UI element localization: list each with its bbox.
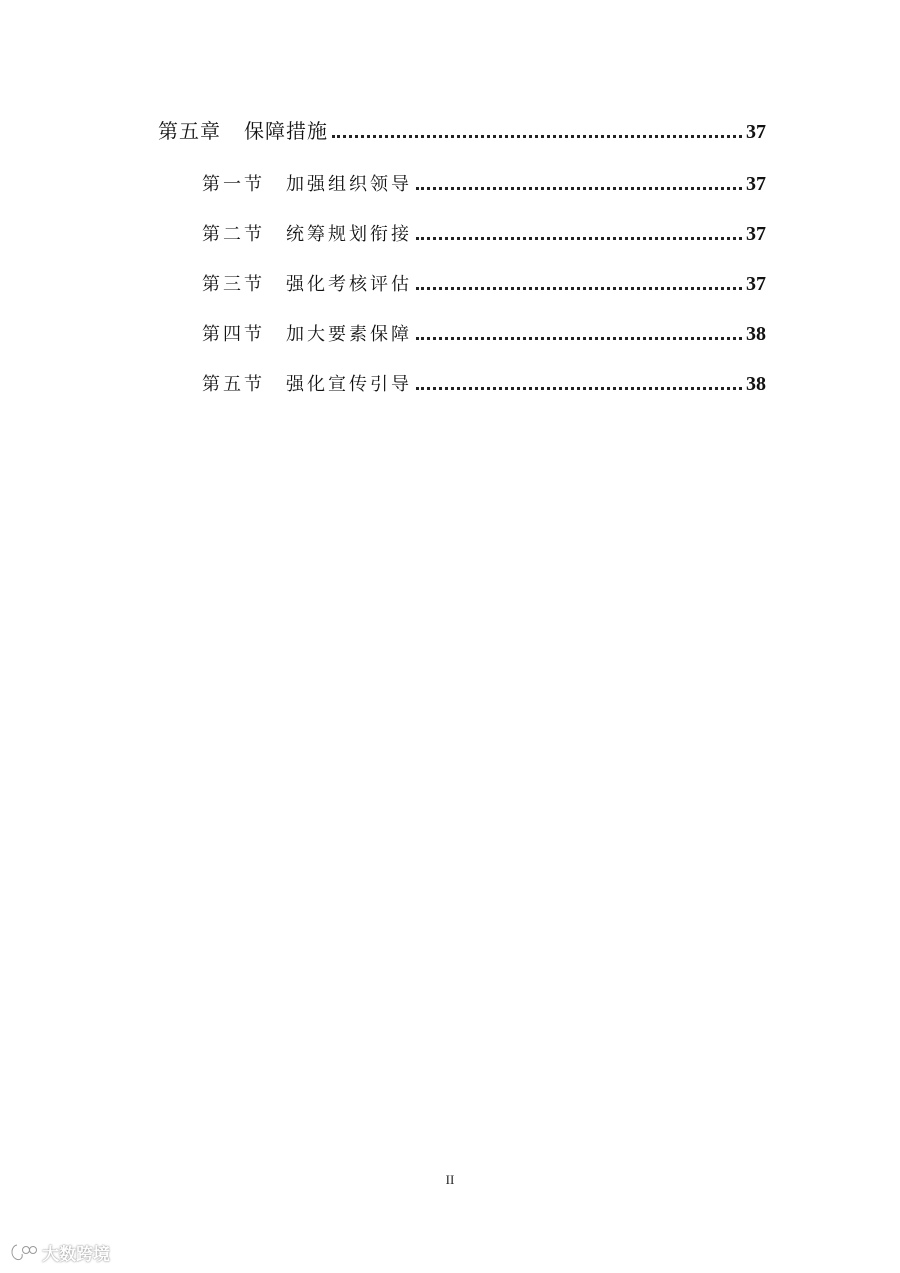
section-number: 第四节 (202, 324, 265, 345)
section-title: 加大要素保障 (286, 324, 412, 345)
page-footer-number: II (445, 1172, 455, 1187)
section-title: 统筹规划衔接 (286, 224, 412, 245)
watermark-text: 大数跨境 (42, 1245, 110, 1265)
dot-leader (416, 287, 742, 290)
section-number: 第一节 (202, 174, 265, 195)
chapter-number: 第五章 (158, 119, 221, 143)
dot-leader (416, 387, 742, 390)
section-page-number: 37 (746, 223, 766, 245)
section-page-number: 38 (746, 323, 766, 345)
toc-section-entry[interactable] (202, 216, 766, 246)
section-title: 强化宣传引导 (286, 374, 412, 395)
chapter-title: 保障措施 (244, 119, 328, 143)
section-page-number: 38 (746, 373, 766, 395)
dot-leader (416, 187, 742, 190)
toc-section-entry[interactable] (202, 266, 766, 296)
toc-section-entry[interactable] (202, 366, 766, 396)
dot-leader (416, 237, 742, 240)
section-page-number: 37 (746, 173, 766, 195)
section-page-number: 37 (746, 273, 766, 295)
toc-section-entry[interactable] (202, 166, 766, 196)
dot-leader (416, 337, 742, 340)
dot-leader (332, 135, 742, 138)
section-title: 加强组织领导 (286, 174, 412, 195)
section-number: 第五节 (202, 374, 265, 395)
section-title: 强化考核评估 (286, 274, 412, 295)
toc-section-entry[interactable] (202, 316, 766, 346)
chapter-page-number: 37 (746, 121, 766, 143)
section-number: 第二节 (202, 224, 265, 245)
toc-chapter-entry[interactable] (158, 114, 766, 144)
watermark-logo-icon (8, 1242, 38, 1264)
section-number: 第三节 (202, 274, 265, 295)
watermark (8, 1240, 110, 1265)
